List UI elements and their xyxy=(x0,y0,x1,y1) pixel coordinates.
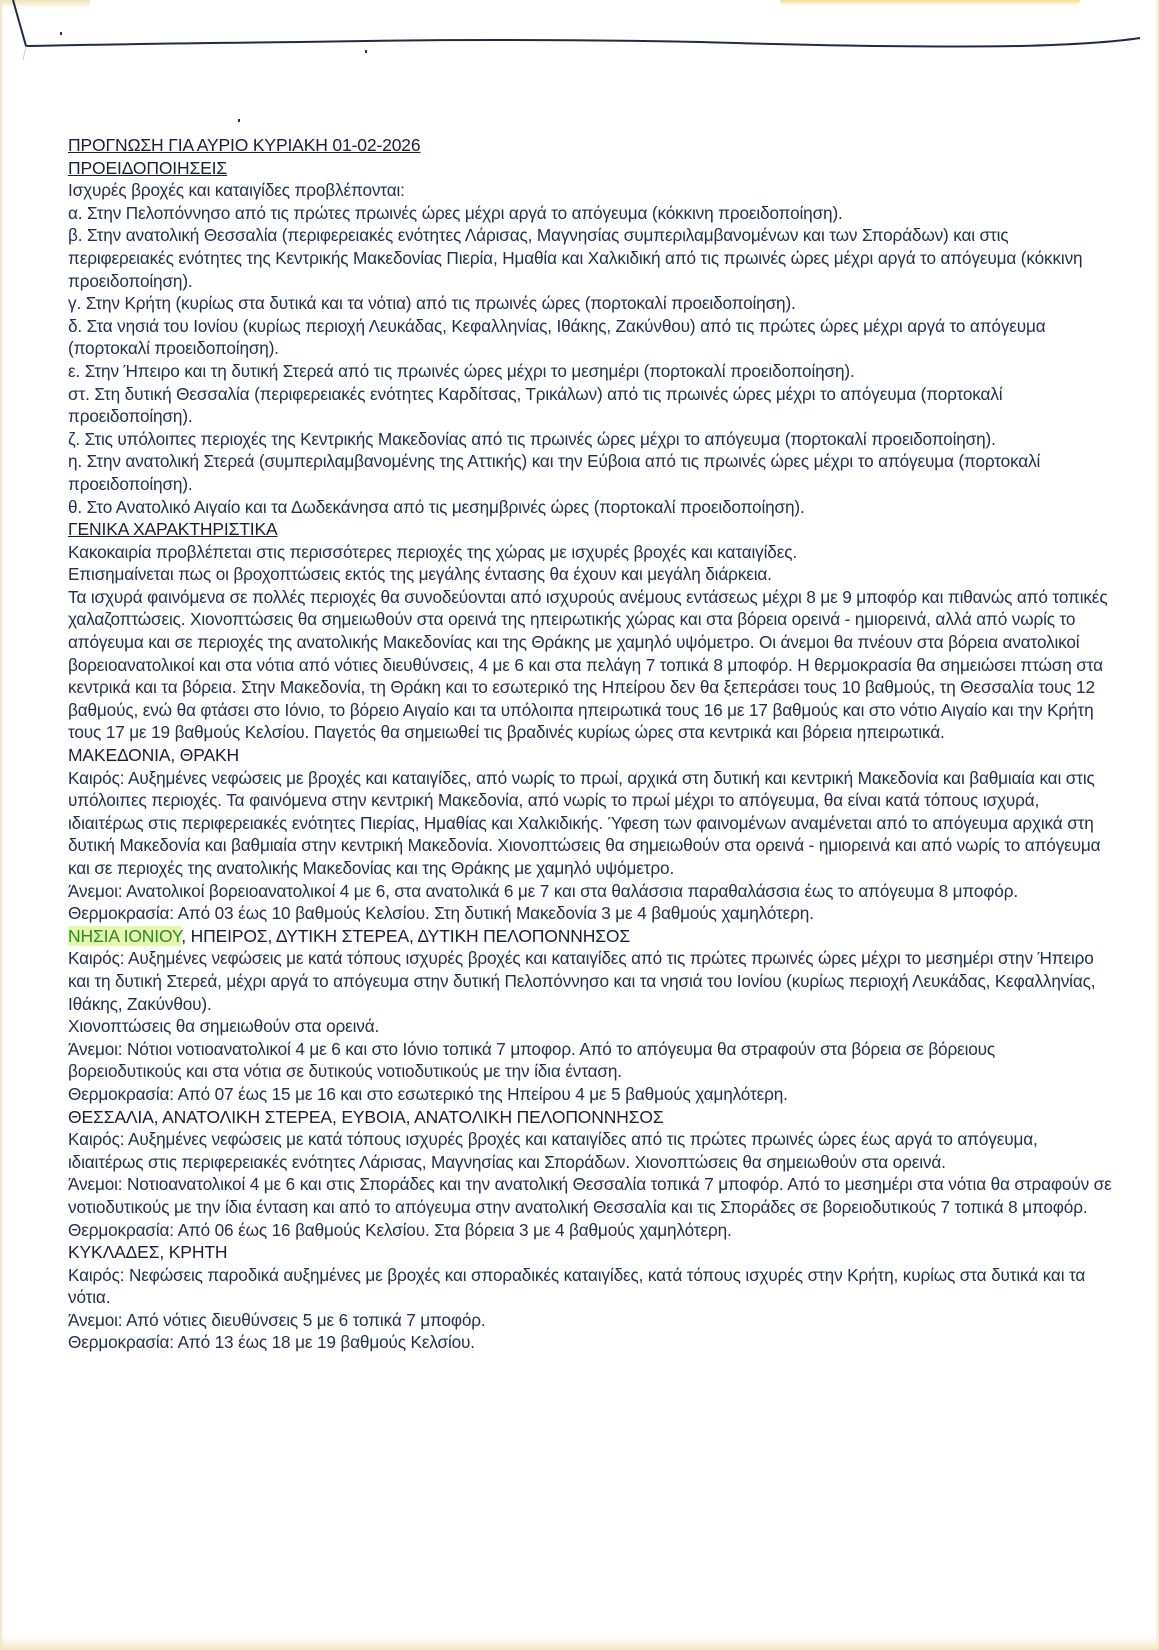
region-weather: Καιρός: Αυξημένες νεφώσεις με βροχές και καταιγίδες, από νωρίς το πρωί, αρχικά στη δυτική και κεντρική Μακεδονία και βαθμιαία και στις υπόλοιπες περιοχές. Τα φαινόμενα στην κεντρική Μακεδονία, από νωρίς το πρωί μέχρι το απόγευμα, θα είναι κατά τόπους ισχυρά, ιδιαιτέρως στις περιφερειακές ενότητες Πιερίας, Ημαθίας και Χαλκιδικής. Ύφεση των φαινομένων αναμένεται από το απόγευμα αρχικά στη δυτική Μακεδονία και βαθμιαία στην κεντρική Μακεδονία. Χιονοπτώσεις θα σημειωθούν στα ορεινά - ημιορεινά και από νωρίς το απόγευμα και σε περιοχές της ανατολικής Μακεδονίας και της Θράκης με χαμηλό υψόμετρο. xyxy=(68,767,1101,878)
paper-edge-shadow xyxy=(0,0,4,1650)
warning-item: δ. Στα νησιά του Ιονίου (κυρίως περιοχή Λευκάδας, Κεφαλληνίας, Ιθάκης, Ζακύνθου) από τις πρώτες ώρες μέχρι αργά το απόγευμα (πορτοκαλί προειδοποίηση). xyxy=(68,315,1046,359)
region-temperature: Θερμοκρασία: Από 13 έως 18 με 19 βαθμούς Κελσίου. xyxy=(68,1332,475,1353)
warning-item: ε. Στην Ήπειρο και τη δυτική Στερεά από τις πρωινές ώρες μέχρι το μεσημέρι (πορτοκαλί προειδοποίηση). xyxy=(68,360,855,381)
warning-item: β. Στην ανατολική Θεσσαλία (περιφερειακές ενότητες Λάρισας, Μαγνησίας συμπεριλαμβανομένων και των Σποράδων) και στις περιφερειακές ενότητες της Κεντρικής Μακεδονίας Πιερία, Ημαθία και Χαλκιδική από τις πρωινές ώρες μέχρι αργά το απόγευμα (κόκκινη προειδοποίηση). xyxy=(68,225,1083,291)
region-heading-text: ΜΑΚΕΔΟΝΙΑ, ΘΡΑΚΗ xyxy=(68,745,239,766)
warning-item: γ. Στην Κρήτη (κυρίως στα δυτικά και τα νότια) από τις πρωινές ώρες (πορτοκαλί προειδοποίηση). xyxy=(68,293,796,314)
scan-speck xyxy=(238,119,240,122)
warnings-section xyxy=(68,157,1113,519)
region-macedonia-thrace xyxy=(68,744,1113,925)
region-heading xyxy=(68,1241,1113,1264)
region-heading-text: ΚΥΚΛΑΔΕΣ, ΚΡΗΤΗ xyxy=(68,1242,228,1263)
warning-item: α. Στην Πελοπόννησο από τις πρώτες πρωινές ώρες μέχρι αργά το απόγευμα (κόκκινη προειδοποίηση). xyxy=(68,202,843,223)
warning-item: στ. Στη δυτική Θεσσαλία (περιφερειακές ενότητες Καρδίτσας, Τρικάλων) από τις πρωινές ώρες μέχρι το απόγευμα (πορτοκαλί προειδοποίηση). xyxy=(68,383,1003,427)
warnings-heading: ΠΡΟΕΙΔΟΠΟΙΗΣΕΙΣ xyxy=(68,157,228,178)
region-temperature: Θερμοκρασία: Από 07 έως 15 με 16 και στο εσωτερικό της Ηπείρου 4 με 5 βαθμούς χαμηλότερη. xyxy=(68,1083,788,1104)
region-winds: Άνεμοι: Νότιοι νοτιοανατολικοί 4 με 6 και στο Ιόνιο τοπικά 7 μποφορ. Από το απόγευμα θα στραφούν στα βόρεια σε βόρειους βορειοδυτικούς και στα νότια σε δυτικούς νοτιοδυτικούς με την ίδια ένταση. xyxy=(68,1038,996,1082)
region-heading-text: ΘΕΣΣΑΛΙΑ, ΑΝΑΤΟΛΙΚΗ ΣΤΕΡΕΑ, ΕΥΒΟΙΑ, ΑΝΑΤΟΛΙΚΗ ΠΕΛΟΠΟΝΝΗΣΟΣ xyxy=(68,1106,664,1127)
document-title: ΠΡΟΓΝΩΣΗ ΓΙΑ ΑΥΡΙΟ ΚΥΡΙΑΚΗ 01-02-2026 xyxy=(68,135,421,155)
region-temperature: Θερμοκρασία: Από 06 έως 16 βαθμούς Κελσίου. Στα βόρεια 3 με 4 βαθμούς χαμηλότερη. xyxy=(68,1219,732,1240)
region-heading-highlight: ΝΗΣΙΑ ΙΟΝΙΟΥ xyxy=(68,925,182,946)
paper-edge-shadow xyxy=(1155,0,1159,1650)
region-cyclades-crete xyxy=(68,1241,1113,1354)
region-heading xyxy=(68,925,1113,948)
region-thessaly-east-sterea xyxy=(68,1106,1113,1242)
forecast-document xyxy=(68,134,1113,1354)
paper-edge-tint xyxy=(0,1636,1159,1650)
general-paragraph: Κακοκαιρία προβλέπεται στις περισσότερες περιοχές της χώρας με ισχυρές βροχές και καταιγίδες. xyxy=(68,541,797,562)
region-snow: Χιονοπτώσεις θα σημειωθούν στα ορεινά. xyxy=(68,1016,380,1037)
scan-speck xyxy=(365,50,367,53)
region-ionian-epirus xyxy=(68,925,1113,1106)
warning-item: θ. Στο Ανατολικό Αιγαίο και τα Δωδεκάνησα από τις μεσημβρινές ώρες (πορτοκαλί προειδοποίηση). xyxy=(68,496,805,517)
folded-corner-line xyxy=(0,0,1159,60)
general-paragraph: Επισημαίνεται πως οι βροχοπτώσεις εκτός της μεγάλης έντασης θα έχουν και μεγάλη διάρκεια. xyxy=(68,564,772,585)
general-heading: ΓΕΝΙΚΑ ΧΑΡΑΚΤΗΡΙΣΤΙΚΑ xyxy=(68,519,278,540)
region-heading xyxy=(68,744,1113,767)
region-temperature: Θερμοκρασία: Από 03 έως 10 βαθμούς Κελσίου. Στη δυτική Μακεδονία 3 με 4 βαθμούς χαμηλότερη. xyxy=(68,903,814,924)
region-winds: Άνεμοι: Νοτιοανατολικοί 4 με 6 και στις Σποράδες και την ανατολική Θεσσαλία τοπικά 7 μποφόρ. Από το μεσημέρι στα νότια θα στραφούν σε νοτιοδυτικούς με την ίδια ένταση και από το απόγευμα στην ανατολική Θεσσαλία και τις Σποράδες σε βορειοδυτικούς 7 τοπικά 8 μποφόρ. xyxy=(68,1174,1112,1217)
region-weather: Καιρός: Νεφώσεις παροδικά αυξημένες με βροχές και σποραδικές καταιγίδες, κατά τόπους ισχυρές στην Κρήτη, κυρίως στα δυτικά και τα νότια. xyxy=(68,1264,1086,1308)
region-weather: Καιρός: Αυξημένες νεφώσεις με κατά τόπους ισχυρές βροχές και καταιγίδες από τις πρώτες πρωινές ώρες μέχρι το μεσημέρι στην Ήπειρο και τη δυτική Στερεά, μέχρι αργά το απόγευμα στην δυτική Πελοπόννησο και τα νησιά του Ιονίου (κυρίως περιοχή Λευκάδας, Κεφαλληνίας, Ιθάκης, Ζακύνθου). xyxy=(68,948,1096,1014)
scan-speck xyxy=(60,32,62,35)
general-section xyxy=(68,518,1113,744)
warning-item: ζ. Στις υπόλοιπες περιοχές της Κεντρικής Μακεδονίας από τις πρωινές ώρες μέχρι το απόγευμα (πορτοκαλί προειδοποίηση). xyxy=(68,428,996,449)
region-heading xyxy=(68,1106,1113,1129)
warnings-intro: Ισχυρές βροχές και καταιγίδες προβλέπονται: xyxy=(68,180,405,201)
region-heading-text: , ΗΠΕΙΡΟΣ, ΔΥΤΙΚΗ ΣΤΕΡΕΑ, ΔΥΤΙΚΗ ΠΕΛΟΠΟΝΝΗΣΟΣ xyxy=(181,925,631,946)
general-paragraph: Τα ισχυρά φαινόμενα σε πολλές περιοχές θα συνοδεύονται από ισχυρούς ανέμους εντάσεως μέχρι 8 με 9 μποφόρ και πιθανώς από τοπικές χαλαζοπτώσεις. Χιονοπτώσεις θα σημειωθούν στα ορεινά της ηπειρωτικής χώρας και στα βόρεια ορεινά - ημιορεινά, αλλά από νωρίς το απόγευμα και σε περιοχές της ανατολικής Μακεδονίας και της Θράκης με χαμηλό υψόμετρο. Οι άνεμοι θα πνέουν στα βόρεια ανατολικοί βορειοανατολικοί και στα νότια από νότιες διευθύνσεις, 4 με 6 και στα πελάγη 7 τοπικά 8 μποφόρ. Η θερμοκρασία θα σημειώσει πτώση στα κεντρικά και τα βόρεια. Στην Μακεδονία, τη Θράκη και το εσωτερικό της Ηπείρου δεν θα ξεπεράσει τους 10 βαθμούς, τη Θεσσαλία τους 12 βαθμούς, ενώ θα φτάσει στο Ιόνιο, το βόρειο Αιγαίο και τα υπόλοιπα ηπειρωτικά τους 16 με 17 βαθμούς και στο νότιο Αιγαίο και την Κρήτη τους 17 με 19 βαθμούς Κελσίου. Παγετός θα σημειωθεί τις βραδινές κυρίως ώρες στα κεντρικά και βόρεια ηπειρωτικά. xyxy=(68,586,1108,743)
region-winds: Άνεμοι: Ανατολικοί βορειοανατολικοί 4 με 6, στα ανατολικά 6 με 7 και στα θαλάσσια παραθαλάσσια έως το απόγευμα 8 μποφόρ. xyxy=(68,880,1018,901)
warning-item: η. Στην ανατολική Στερεά (συμπεριλαμβανομένης της Αττικής) και την Εύβοια από τις πρωινές ώρες μέχρι το απόγευμα (πορτοκαλί προειδοποίηση). xyxy=(68,451,1041,494)
region-weather: Καιρός: Αυξημένες νεφώσεις με κατά τόπους ισχυρές βροχές και καταιγίδες από τις πρώτες πρωινές ώρες έως αργά το απόγευμα, ιδιαιτέρως στις περιφερειακές ενότητες Λάρισας, Μαγνησίας και Σποράδων. Χιονοπτώσεις θα σημειωθούν στα ορεινά. xyxy=(68,1129,1038,1172)
region-winds: Άνεμοι: Από νότιες διευθύνσεις 5 με 6 τοπικά 7 μποφόρ. xyxy=(68,1309,486,1330)
